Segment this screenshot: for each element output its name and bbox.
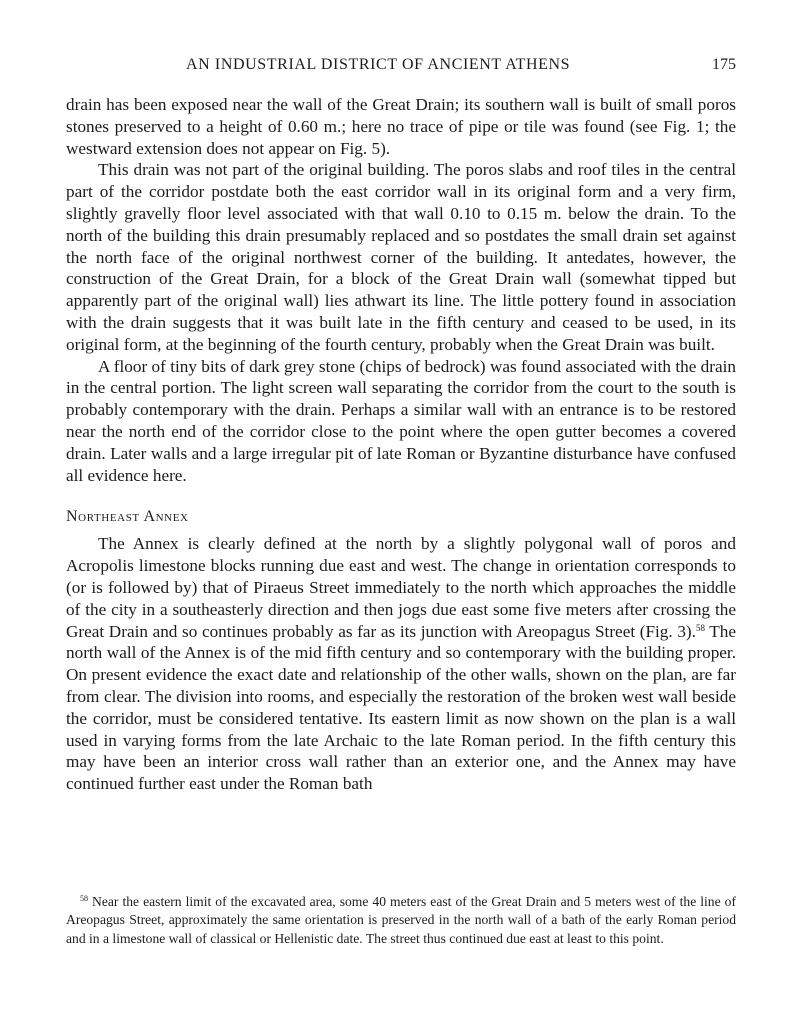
paragraph-floor-stone: A floor of tiny bits of dark grey stone (chips of bedrock) was found associated with the drain in the central portion. The light screen wall separating the corridor from the court to the south is probably contemporary with the drain. Perhaps a similar wall with an entrance is to be restored near the north end of the corridor close to the point where the open gutter becomes a covered drain. Later walls and a large irregular pit of late Roman or Byzantine disturbance have confused all evidence here.: [66, 356, 736, 485]
footnote-reference: 58: [695, 622, 705, 633]
footnote-number: 58: [80, 894, 88, 903]
annex-text-part-2: The north wall of the Annex is of the mid fifth century and so contemporary with the building proper. On present evidence the exact date and relationship of the other walls, shown on the plan, are far from clear. The division into rooms, and especially the restoration of the broken west wall beside the corridor, must be considered tentative. Its eastern limit as now shown on the plan is a wall used in varying forms from the late Archaic to the late Roman period. In the fifth century this may have been an interior cross wall rather than an exterior one, and the Annex may have continued further east under the Roman bath: [66, 621, 736, 794]
annex-text-part-1: The Annex is clearly defined at the north by a slightly polygonal wall of poros and Acropolis limestone blocks running due east and west. The change in orientation corresponds to (or is followed by) that of Piraeus Street immediately to the north which approaches the middle of the city in a southeasterly direction and then jogs due east some five meters after crossing the Great Drain and so continues probably as far as its junction with Areopagus Street (Fig. 3).: [66, 534, 736, 641]
header-title: AN INDUSTRIAL DISTRICT OF ANCIENT ATHENS: [186, 56, 571, 73]
page-number: 175: [712, 56, 736, 73]
footnote: [66, 893, 736, 948]
paragraph-annex: [66, 533, 736, 795]
footnote-text: Near the eastern limit of the excavated area, some 40 meters east of the Great Drain and 5 meters west of the line of Areopagus Street, approximately the same orientation is preserved in the north wall of a bath of the early Roman period and in a limestone wall of classical or Hellenistic date. The street thus continued due east at least to this point.: [66, 894, 736, 946]
running-header: [66, 56, 736, 80]
page-body: [66, 56, 736, 795]
section-heading: Northeast Annex: [66, 508, 189, 526]
paragraph-drain-continued: drain has been exposed near the wall of the Great Drain; its southern wall is built of small poros stones preserved to a height of 0.60 m.; here no trace of pipe or tile was found (see Fig. 1; the westward extension does not appear on Fig. 5).: [66, 95, 736, 158]
paragraph-drain-dating: This drain was not part of the original building. The poros slabs and roof tiles in the central part of the corridor postdate both the east corridor wall in its original form and a very firm, slightly gravelly floor level associated with that wall 0.10 to 0.15 m. below the drain. To the north of the building this drain presumably replaced and so postdates the small drain set against the north face of the original northwest corner of the building. It antedates, however, the construction of the Great Drain, for a block of the Great Drain wall (somewhat tipped but apparently part of the original wall) lies athwart its line. The little pottery found in association with the drain suggests that it was built late in the fifth century and ceased to be used, in its original form, at the beginning of the fourth century, probably when the Great Drain was built.: [66, 160, 736, 354]
